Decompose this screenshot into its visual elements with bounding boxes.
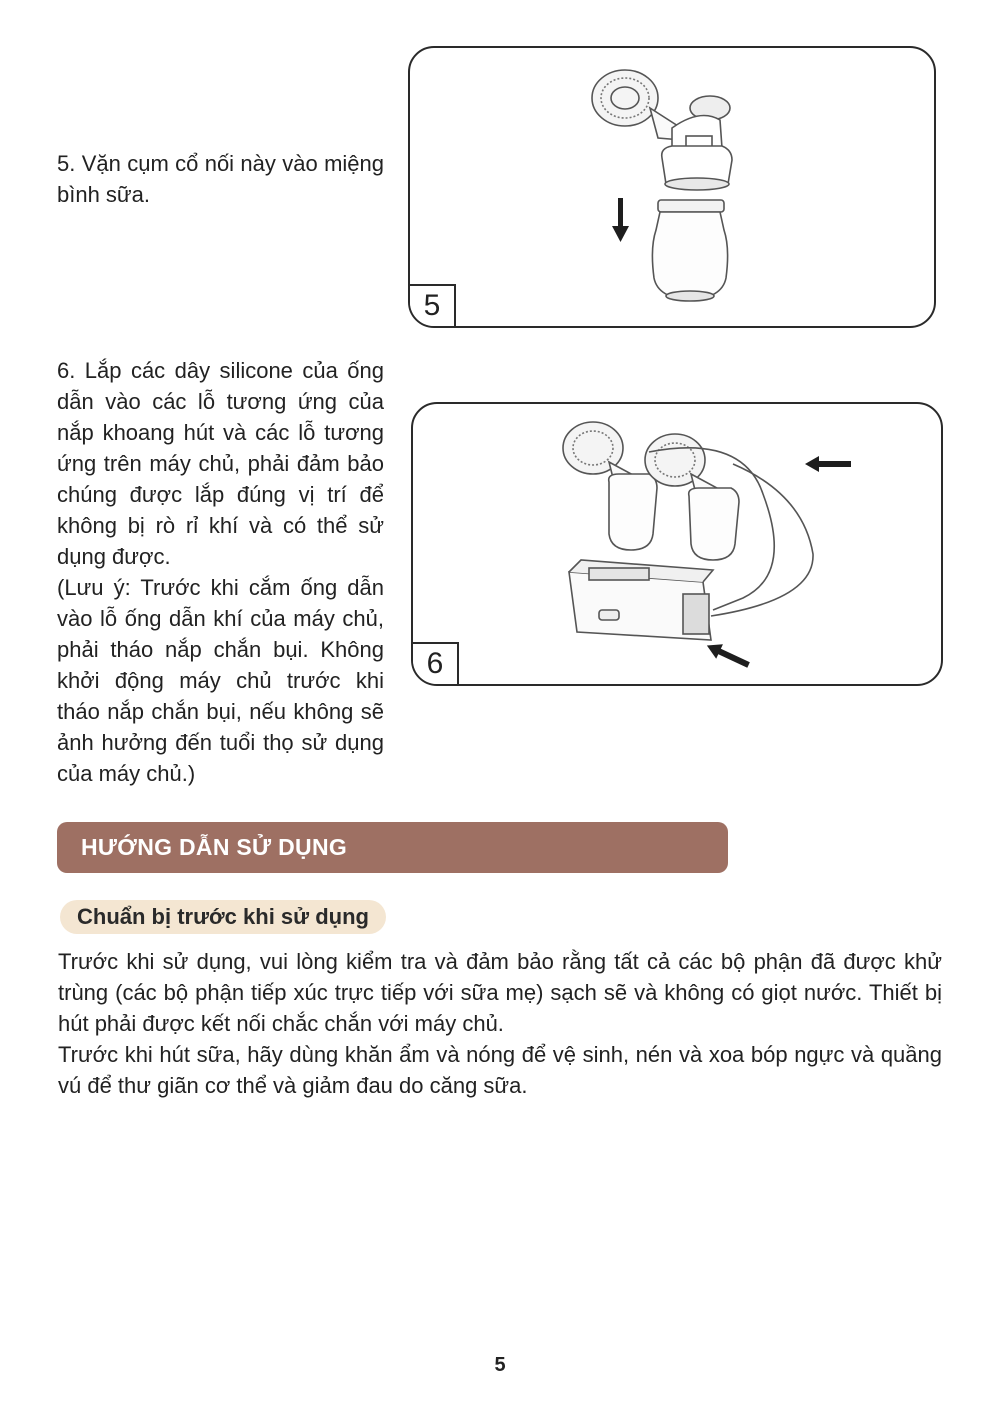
figure-6-number: 6 — [411, 642, 459, 686]
instruction-paragraph-2: Trước khi hút sữa, hãy dùng khăn ẩm và nóng để vệ sinh, nén và xoa bóp ngực và quầng vú để thư giãn cơ thể và giảm đau do căng sữa. — [58, 1042, 942, 1098]
instruction-paragraph-1: Trước khi sử dụng, vui lòng kiểm tra và đảm bảo rằng tất cả các bộ phận đã được khử trùng (các bộ phận tiếp xúc trực tiếp với sữa mẹ) sạch sẽ và không có giọt nước. Thiết bị hút phải được kết nối chắc chắn với máy chủ. — [58, 949, 942, 1036]
tube-connection-illustration — [413, 404, 941, 684]
section-header-bar — [57, 822, 728, 873]
step-6-paragraph: 6. Lắp các dây silicone của ống dẫn vào các lỗ tương ứng của nắp khoang hút và các lỗ tương ứng trên máy chủ, phải đảm bảo chúng được lắp đúng vị trí để không bị rò rỉ khí và có thể sử dụng được. — [57, 358, 384, 569]
figure-6-illustration — [411, 402, 943, 686]
step-6-text — [57, 355, 384, 789]
step-5-paragraph: 5. Vặn cụm cổ nối này vào miệng bình sữa. — [57, 151, 384, 207]
section-title: HƯỚNG DẪN SỬ DỤNG — [81, 834, 348, 860]
figure-5-illustration — [408, 46, 936, 328]
subsection-title: Chuẩn bị trước khi sử dụng — [60, 900, 386, 934]
figure-5-number: 5 — [408, 284, 456, 328]
bottle-assembly-illustration — [410, 48, 934, 326]
instructions-body — [58, 946, 942, 1101]
page-number: 5 — [494, 1354, 506, 1376]
step-5-text — [57, 148, 384, 210]
step-6-note: (Lưu ý: Trước khi cắm ống dẫn vào lỗ ống dẫn khí của máy chủ, phải tháo nắp chắn bụi. Không khởi động máy chủ trước khi tháo nắp chắn bụi, nếu không sẽ ảnh hưởng đến tuổi thọ sử dụng của máy chủ.) — [57, 575, 384, 786]
